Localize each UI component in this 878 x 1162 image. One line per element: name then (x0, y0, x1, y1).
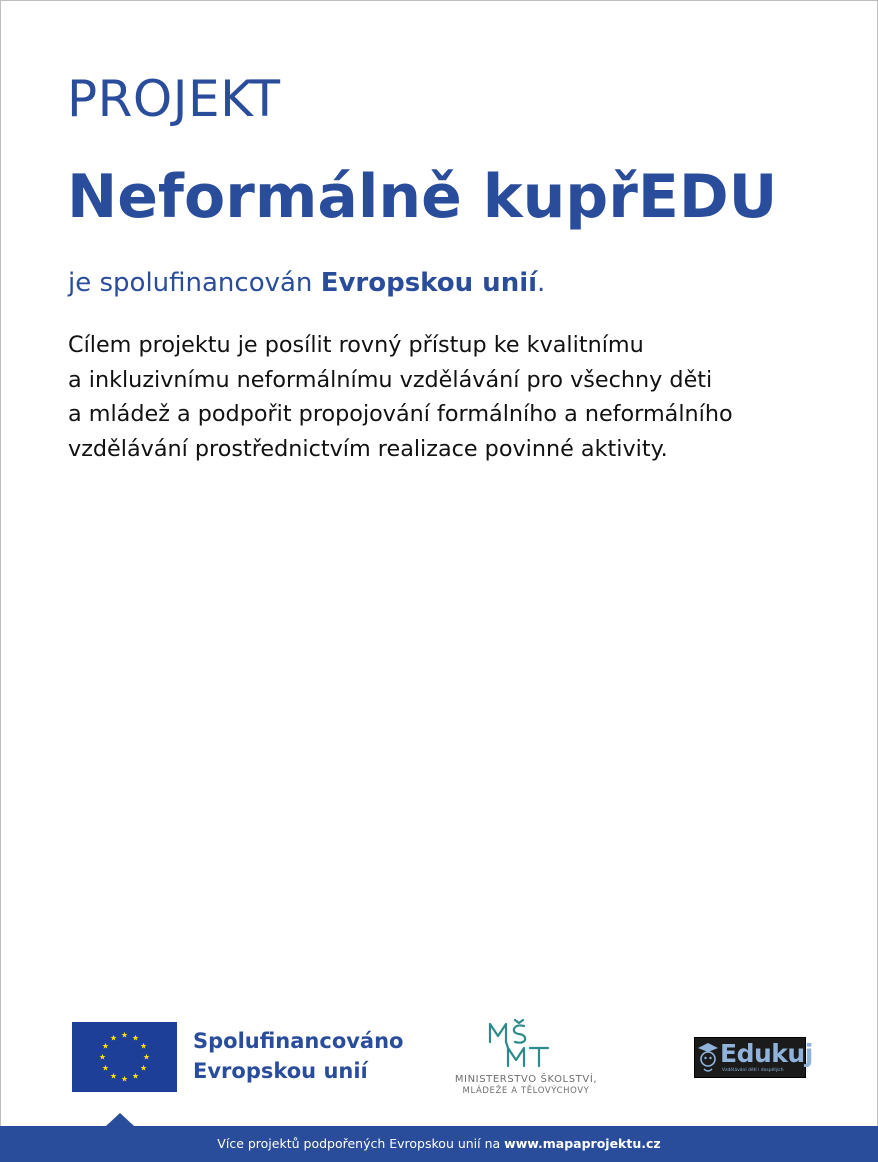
msmt-line2: MLÁDEŽE A TĚLOVÝCHOVY (462, 1086, 590, 1096)
msmt-logo (446, 1018, 606, 1098)
page-kicker: PROJEKT (67, 70, 281, 128)
eu-star-icon (102, 1043, 108, 1049)
footer-note (0, 1136, 878, 1152)
description-line: a mládež a podpořit propojování formálního a neformálního (68, 401, 733, 427)
eu-star-icon (102, 1065, 108, 1071)
eu-logo-line1: Spolufinancováno (193, 1029, 404, 1053)
eu-flag-icon (72, 1022, 177, 1092)
eu-star-icon (132, 1035, 138, 1041)
project-description (68, 328, 828, 466)
graduate-face-icon (695, 1038, 721, 1077)
page-title: Neformálně kupřEDU (67, 162, 778, 232)
eu-star-icon (143, 1054, 149, 1060)
eu-logo-line2: Evropskou unií (193, 1059, 368, 1083)
msmt-mark-icon (446, 1018, 606, 1072)
footer-prefix: Více projektů podpořených Evropskou unií na (217, 1136, 505, 1151)
eu-star-icon (110, 1035, 116, 1041)
cofinanced-statement (68, 268, 545, 299)
edukuj-tagline: Vzdělávání dětí i dospělých (722, 1068, 784, 1073)
eu-star-icon (121, 1076, 127, 1082)
eu-star-icon (132, 1073, 138, 1079)
eu-star-icon (141, 1043, 147, 1049)
eu-star-icon (110, 1073, 116, 1079)
eu-star-icon (99, 1054, 105, 1060)
description-line: vzdělávání prostřednictvím realizace povinné aktivity. (68, 435, 668, 462)
edukuj-logo (694, 1037, 813, 1078)
cofinanced-suffix: . (537, 268, 546, 298)
msmt-line1: MINISTERSTVO ŠKOLSTVÍ, (454, 1074, 598, 1085)
footer-link[interactable]: www.mapaprojektu.cz (504, 1136, 661, 1151)
eu-cofinanced-logo-text (193, 1026, 403, 1086)
edukuj-wordmark: Edukuj (720, 1039, 813, 1068)
footer-notch (106, 1113, 134, 1126)
eu-star-icon (141, 1065, 147, 1071)
description-line: Cílem projektu je posílit rovný přístup ke kvalitnímu (68, 332, 644, 358)
eu-star-icon (121, 1032, 127, 1038)
cofinanced-strong: Evropskou unií (320, 268, 538, 298)
description-line: a inkluzivnímu neformálnímu vzdělávání pro všechny děti (68, 366, 713, 393)
cofinanced-prefix: je spolufinancován (68, 268, 321, 298)
